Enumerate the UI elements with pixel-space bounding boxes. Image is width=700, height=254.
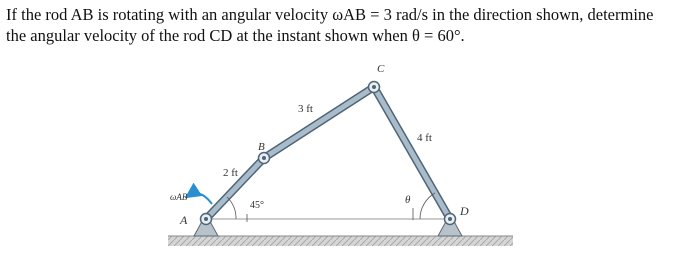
label-theta: θ [405,194,411,206]
pin-d [445,214,456,225]
label-c: C [377,63,385,75]
label-length-ab: 2 ft [223,167,238,179]
omega-arrow [188,193,212,204]
label-b: B [258,141,265,153]
ground [168,236,513,246]
label-angle-45: 45° [250,200,264,211]
pin-b [259,153,270,164]
pin-c [369,82,380,93]
label-length-cd: 4 ft [417,132,432,144]
label-a: A [180,213,188,227]
problem-line-1: If the rod AB is rotating with an angular velocity ωAB = 3 rad/s in the direction shown, determine [6,5,654,24]
label-d: D [460,204,469,218]
label-omega-ab: ωAB [170,192,188,202]
label-length-bc: 3 ft [298,103,313,115]
problem-line-2: the angular velocity of the rod CD at the instant shown when θ = 60°. [6,26,465,45]
pin-a [201,214,212,225]
